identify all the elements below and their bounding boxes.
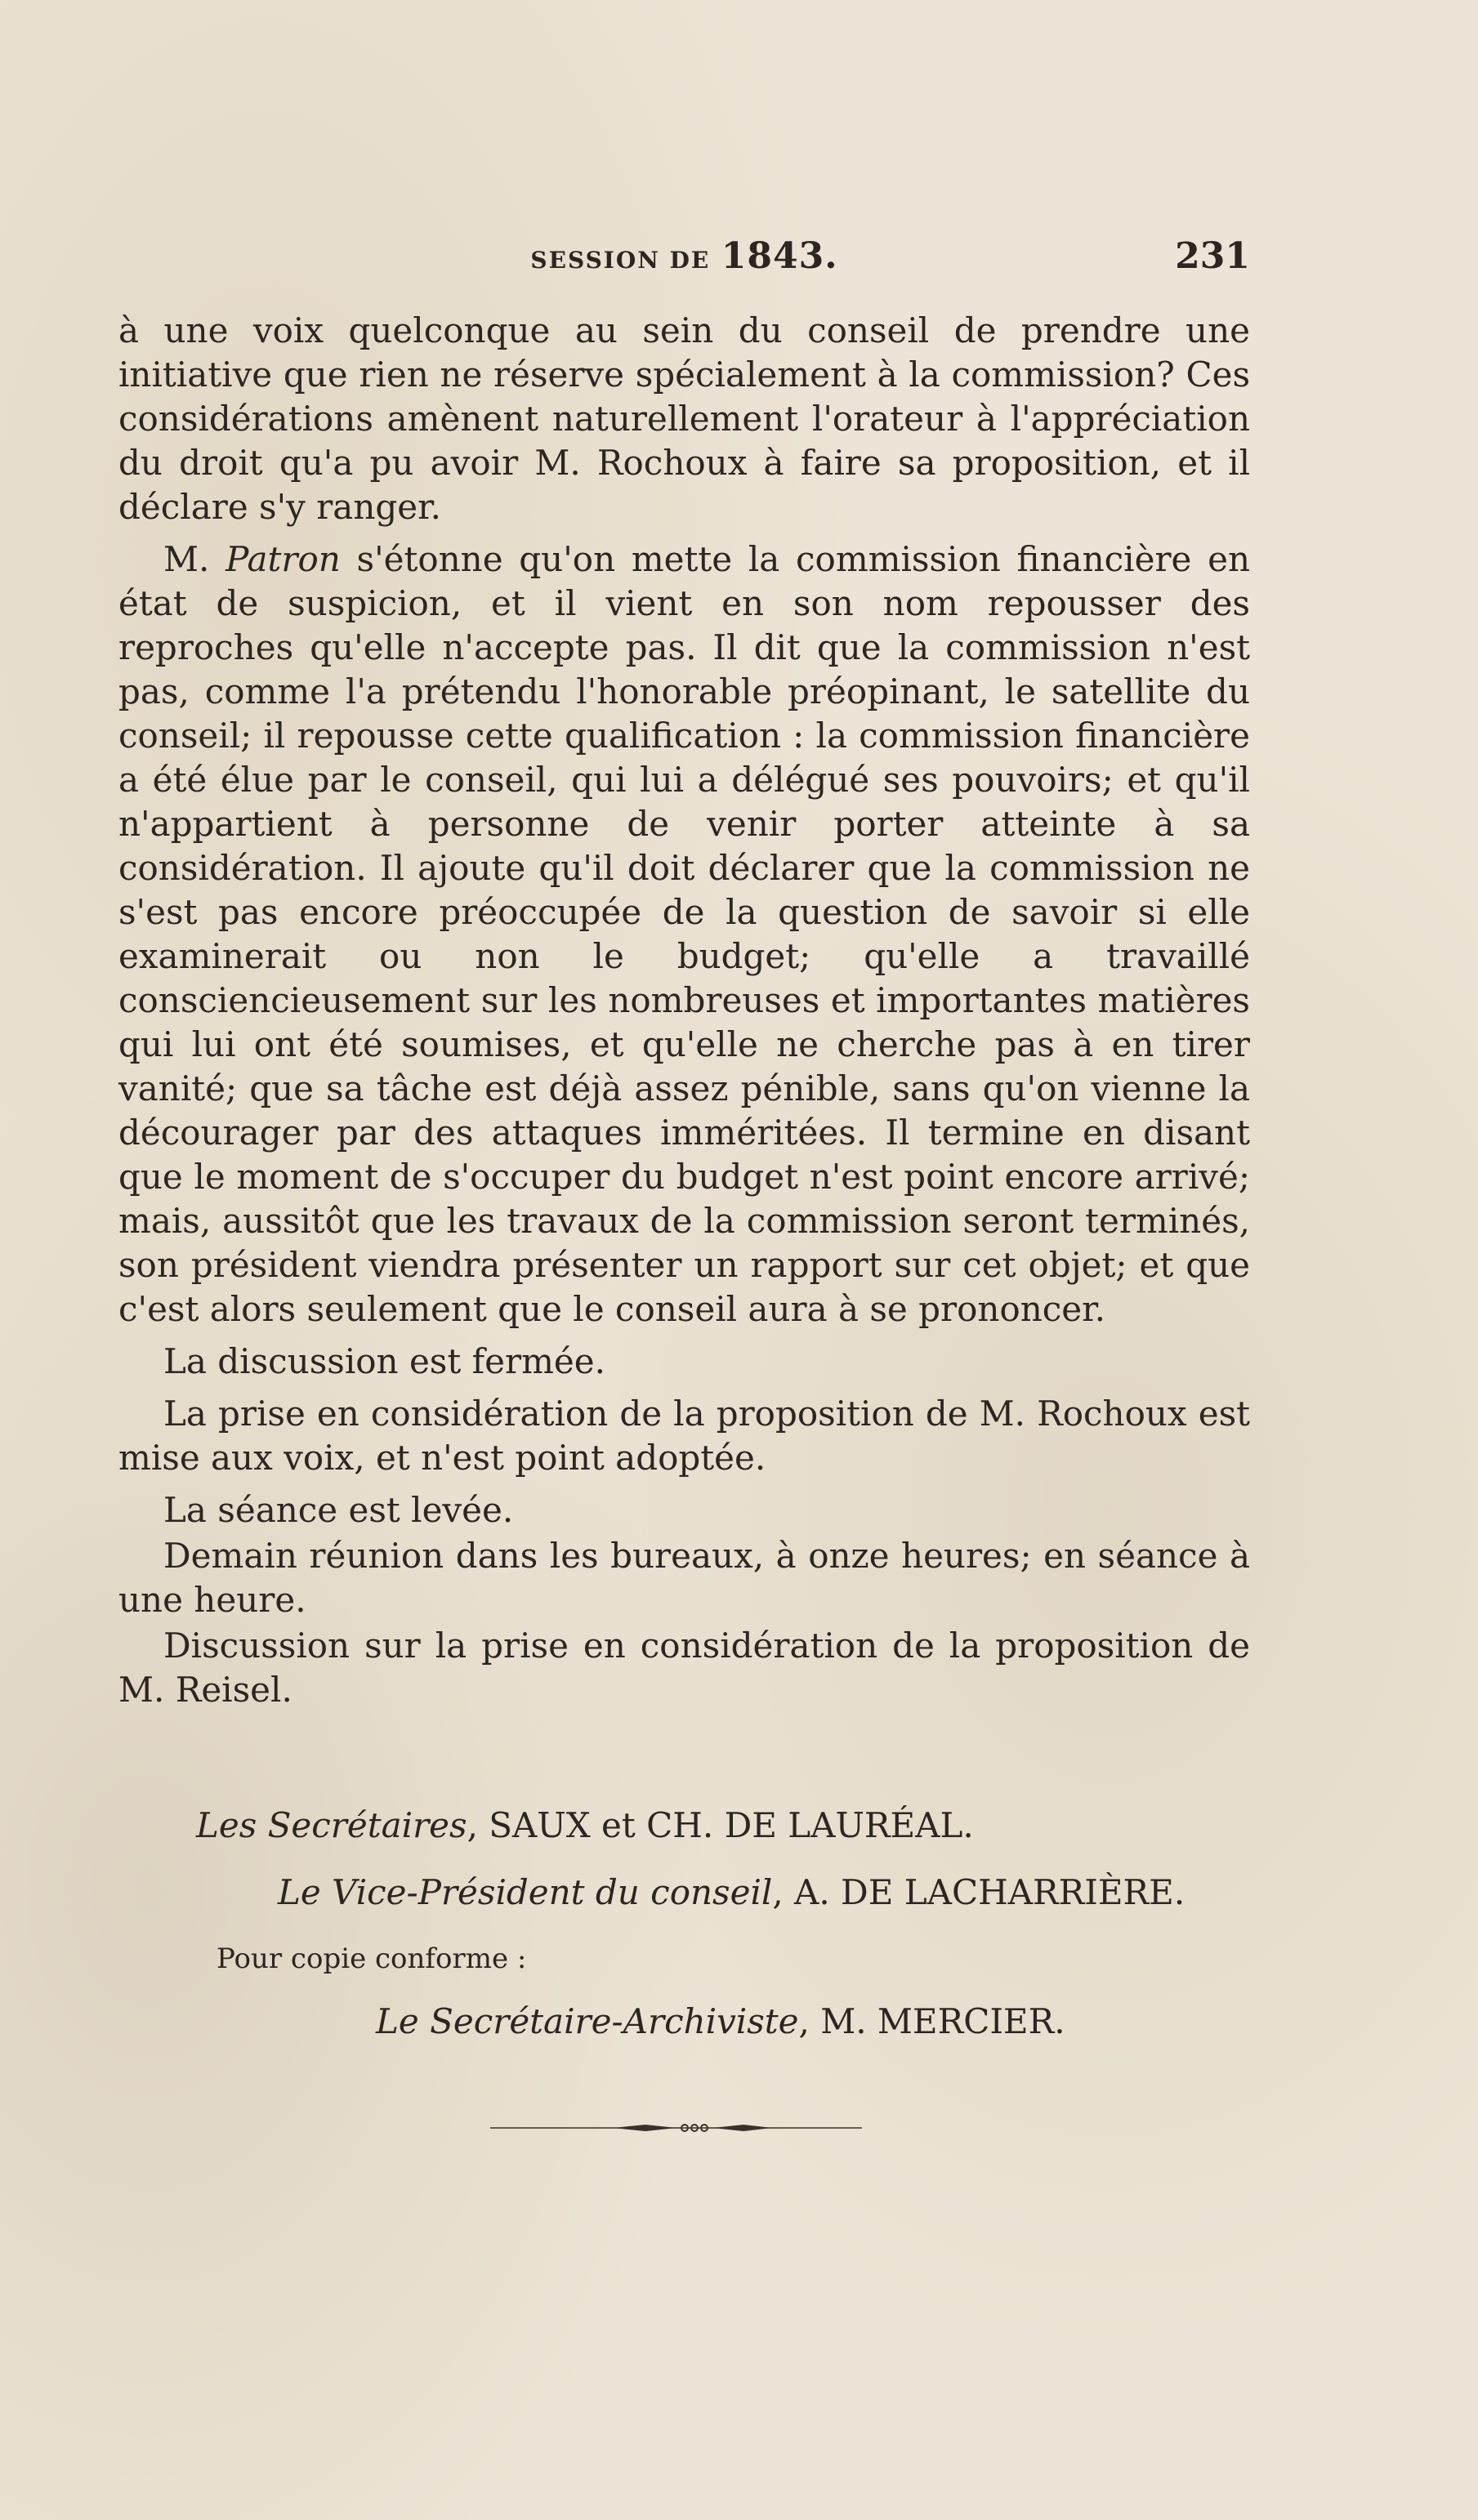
paragraph-2 (118, 537, 1250, 1331)
archivist-title: Le Secrétaire-Archiviste (376, 2001, 799, 2041)
secretaries-names: , SAUX et CH. DE LAURÉAL. (467, 1805, 974, 1845)
copy-note: Pour copie conforme : (217, 1942, 527, 1975)
speaker-name: Patron (225, 539, 341, 579)
archivist-name: , M. MERCIER. (798, 2001, 1065, 2041)
session-year: 1843. (721, 235, 838, 277)
body-text (118, 309, 1250, 1720)
paragraph-2-text: s'étonne qu'on mette la commission financière en état de suspicion, et il vient en son nom repousser des reproches qu'elle n'accepte pas. Il dit que la commission n'est pas, comme l'a prétendu l'honorable préopinant, le satellite du conseil; il repousse cette qualification : la commission financière a été élue par le conseil, qui lui a délégué ses pouvoirs; et qu'il n'appartient à personne de venir porter atteinte à sa considération. Il ajoute qu'il doit déclarer que la commission ne s'est pas encore préoccupée de la question de savoir si elle examinerait ou non le budget; qu'elle a travaillé consciencieusement sur les nombreuses et importantes matières qui lui ont été soumises, et qu'elle ne cherche pas à en tirer vanité; que sa tâche est déjà assez pénible, sans qu'on vienne la décourager par des attaques imméritées. Il termine en disant que le moment de s'occuper du budget n'est point encore arrivé; mais, aussitôt que les travaux de la commission seront terminés, son président viendra présenter un rapport sur cet objet; et que c'est alors seulement que le conseil aura à se prononcer. (118, 539, 1250, 1329)
running-title (118, 235, 1250, 277)
vice-president-signature (278, 1872, 1185, 1912)
secretaries-title: Les Secrétaires (196, 1805, 467, 1845)
paragraph-5: La séance est levée. (163, 1490, 514, 1530)
archivist-signature (376, 2001, 1065, 2041)
vice-president-title: Le Vice-Président du conseil (278, 1872, 773, 1912)
ornamental-divider (490, 2122, 862, 2134)
running-head (118, 235, 1250, 292)
page-number: 231 (1175, 235, 1250, 277)
session-label: SESSION DE (530, 247, 711, 274)
paragraph-4: La prise en considération de la proposition de M. Rochoux est mise aux voix, et n'est point adoptée. (118, 1394, 1250, 1478)
paragraph-7: Discussion sur la prise en considération de la proposition de M. Reisel. (118, 1626, 1250, 1710)
paragraph-3: La discussion est fermée. (163, 1341, 605, 1381)
paragraph-1: à une voix quelconque au sein du conseil de prendre une initiative que rien ne réserve spécialement à la commission? Ces considérations amènent naturellement l'orateur à l'appréciation du droit qu'a pu avoir M. Rochoux à faire sa proposition, et il déclare s'y ranger. (118, 310, 1250, 527)
secretaries-signature (196, 1805, 974, 1845)
vice-president-name: , A. DE LACHARRIÈRE. (772, 1872, 1186, 1912)
paragraph-6: Demain réunion dans les bureaux, à onze heures; en séance à une heure. (118, 1536, 1250, 1620)
speaker-prefix: M. (163, 539, 210, 579)
